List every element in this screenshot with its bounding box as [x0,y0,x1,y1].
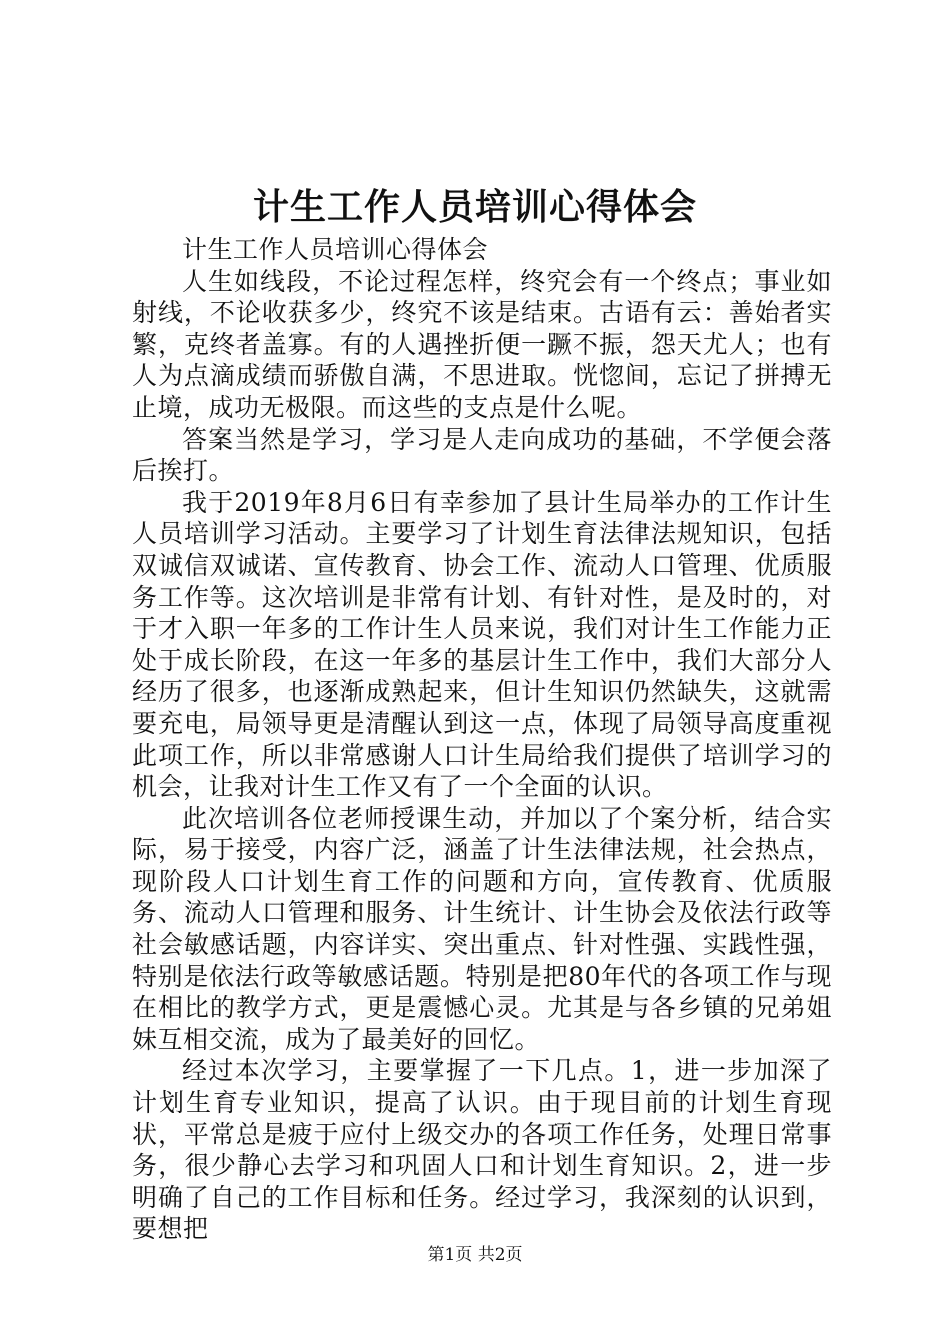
paragraph: 经过本次学习，主要掌握了一下几点。1，进一步加深了计划生育专业知识，提高了认识。由于现目前的计划生育现状，平常总是疲于应付上级交办的各项工作任务，处理日常事务，很少静心去学习和巩固人口和计划生育知识。2，进一步明确了自己的工作目标和任务。经过学习，我深刻的认识到，要想把 [132,1056,832,1244]
paragraph: 我于2019年8月6日有幸参加了县计生局举办的工作计生人员培训学习活动。主要学习了计划生育法律法规知识，包括双诚信双诚诺、宣传教育、协会工作、流动人口管理、优质服务工作等。这次培训是非常有计划、有针对性，是及时的，对于才入职一年多的工作计生人员来说，我们对计生工作能力正处于成长阶段，在这一年多的基层计生工作中，我们大部分人经历了很多，也逐渐成熟起来，但计生知识仍然缺失，这就需要充电，局领导更是清醒认到这一点，体现了局领导高度重视此项工作，所以非常感谢人口计生局给我们提供了培训学习的机会，让我对计生工作又有了一个全面的认识。 [132,487,832,802]
document-title: 计生工作人员培训心得体会 [252,186,697,228]
paragraph: 答案当然是学习，学习是人走向成功的基础，不学便会落后挨打。 [132,424,832,486]
paragraph: 此次培训各位老师授课生动，并加以了个案分析，结合实际，易于接受，内容广泛，涵盖了计生法律法规，社会热点，现阶段人口计划生育工作的问题和方向，宣传教育、优质服务、流动人口管理和服务、计生统计、计生协会及依法行政等社会敏感话题，内容详实、突出重点、针对性强、实践性强，特别是依法行政等敏感话题。特别是把80年代的各项工作与现在相比的教学方式，更是震憾心灵。尤其是与各乡镇的兄弟姐妹互相交流，成为了最美好的回忆。 [132,803,832,1054]
page-footer: 第1页 共2页 [427,1245,523,1265]
paragraph: 人生如线段，不论过程怎样，终究会有一个终点；事业如射线，不论收获多少，终究不该是结束。古语有云：善始者实繁，克终者盖寡。有的人遇挫折便一蹶不振，怨天尤人；也有人为点滴成绩而骄傲自满，不思进取。恍惚间，忘记了拼搏无止境，成功无极限。而这些的支点是什么呢。 [132,266,832,422]
document-body [132,234,832,1245]
paragraph-subtitle: 计生工作人员培训心得体会 [182,235,489,264]
